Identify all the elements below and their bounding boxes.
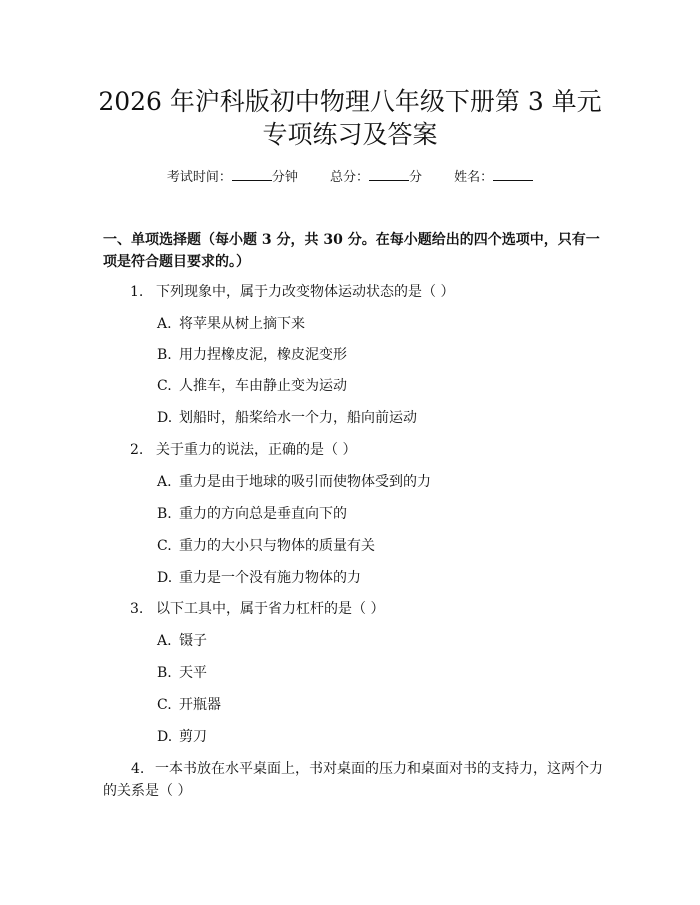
total-score-label: 总分：	[329, 170, 369, 185]
total-score-unit: 分	[409, 170, 423, 185]
option-letter: B.	[157, 665, 172, 681]
question-1-option-d	[157, 407, 417, 429]
exam-time-label: 考试时间：	[166, 170, 232, 185]
exam-time-field	[167, 170, 298, 185]
question-2-option-d	[157, 567, 361, 589]
option-letter: B.	[157, 506, 172, 522]
question-stem: 一本书放在水平桌面上，书对桌面的压力和桌面对书的支持力，这两个力的关系是（ ）	[103, 761, 603, 799]
student-name-blank	[493, 168, 533, 181]
question-1-option-b	[157, 344, 347, 366]
option-text: 重力的方向总是垂直向下的	[179, 506, 347, 522]
exam-meta-row	[0, 168, 700, 188]
section-heading-single-choice: 一、单项选择题（每小题 3 分，共 30 分。在每小题给出的四个选项中，只有一项是符合题目要求的。）	[103, 232, 600, 270]
question-number: 2.	[130, 442, 144, 458]
option-text: 剪刀	[179, 729, 207, 745]
option-letter: D.	[157, 729, 173, 745]
question-1	[103, 281, 603, 303]
question-stem: 关于重力的说法，正确的是（ ）	[156, 442, 357, 458]
question-2-option-c	[157, 535, 375, 557]
option-text: 人推车，车由静止变为运动	[179, 378, 347, 394]
document-title-line-2: 专项练习及答案	[262, 120, 438, 149]
question-3-option-a	[157, 630, 207, 652]
option-letter: A.	[157, 316, 172, 332]
question-stem: 以下工具中，属于省力杠杆的是（ ）	[156, 601, 385, 617]
question-1-option-a	[157, 313, 305, 335]
question-3-option-d	[157, 726, 207, 748]
question-1-option-c	[157, 375, 347, 397]
question-4	[103, 758, 603, 802]
question-2-option-b	[157, 503, 347, 525]
question-3-option-c	[157, 694, 221, 716]
option-text: 用力捏橡皮泥，橡皮泥变形	[179, 347, 347, 363]
option-text: 镊子	[179, 633, 207, 649]
total-score-field	[330, 170, 422, 185]
question-3-option-b	[157, 662, 207, 684]
option-letter: C.	[157, 538, 172, 554]
question-number: 1.	[130, 284, 144, 300]
total-score-blank	[369, 168, 409, 181]
question-2-option-a	[157, 471, 431, 493]
document-title-line-1: 2026 年沪科版初中物理八年级下册第 3 单元	[98, 87, 602, 116]
option-text: 重力是由于地球的吸引而使物体受到的力	[179, 474, 431, 490]
option-text: 划船时，船桨给水一个力，船向前运动	[179, 410, 417, 426]
option-letter: B.	[157, 347, 172, 363]
option-letter: D.	[157, 570, 173, 586]
question-3	[103, 598, 603, 620]
option-letter: A.	[157, 474, 172, 490]
exam-time-unit: 分钟	[271, 170, 298, 185]
exam-time-blank	[232, 168, 272, 181]
question-number: 4.	[131, 761, 145, 777]
question-stem: 下列现象中，属于力改变物体运动状态的是（ ）	[156, 284, 455, 300]
option-text: 重力的大小只与物体的质量有关	[179, 538, 375, 554]
option-text: 天平	[179, 665, 207, 681]
option-letter: D.	[157, 410, 173, 426]
student-name-field	[454, 170, 533, 185]
option-letter: C.	[157, 697, 172, 713]
option-letter: C.	[157, 378, 172, 394]
question-2	[103, 439, 603, 461]
option-letter: A.	[157, 633, 172, 649]
option-text: 开瓶器	[179, 697, 221, 713]
option-text: 将苹果从树上摘下来	[179, 316, 305, 332]
student-name-label: 姓名：	[454, 170, 494, 185]
option-text: 重力是一个没有施力物体的力	[179, 570, 361, 586]
question-number: 3.	[130, 601, 144, 617]
